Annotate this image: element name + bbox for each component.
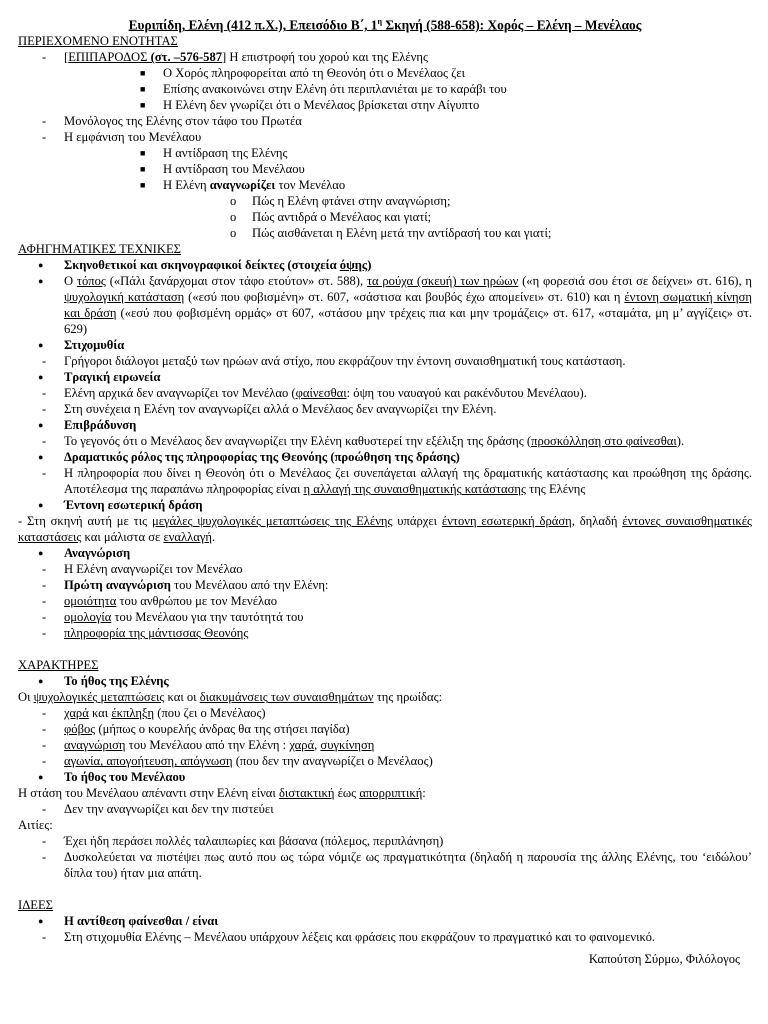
list-item: - χαρά και έκπληξη (που ζει ο Μενέλαος) xyxy=(18,705,752,721)
list-item: ● Το ήθος του Μενέλαου xyxy=(18,769,752,785)
list-item: - Η πληροφορία που δίνει η Θεονόη ότι ο Μενέλαος ζει συνεπάγεται αλλαγή της δραματικής κατάστασης και προώθηση της δράσης. Αποτέλεσμα της παραπάνω πληροφορίας είναι η αλλαγή της συναισθηματικής κατάστασης της Ελένης xyxy=(18,465,752,497)
list-item: ● Η αντίθεση φαίνεσθαι / είναι xyxy=(18,913,752,929)
list-item: - Πρώτη αναγνώριση του Μενέλαου από την Ελένη: xyxy=(18,577,752,593)
paragraph: Οι ψυχολογικές μεταπτώσεις και οι διακυμάνσεις των συναισθημάτων της ηρωίδας: xyxy=(18,690,443,705)
section-heading-content: ΠΕΡΙΕΧΟΜΕΝΟ ΕΝΟΤΗΤΑΣ xyxy=(18,34,178,49)
list-item: - ομολογία του Μενέλαου για την ταυτότητά του xyxy=(18,609,752,625)
paragraph: - Στη σκηνή αυτή με τις μεγάλες ψυχολογικές μεταπτώσεις της Ελένης υπάρχει έντονη εσωτερική δράση, δηλαδή έντονες συναισθηματικές καταστάσεις και μάλιστα σε εναλλαγή. xyxy=(18,514,752,545)
list-item: - Μονόλογος της Ελένης στον τάφο του Πρωτέα xyxy=(18,113,752,129)
list-item: ■ Επίσης ανακοινώνει στην Ελένη ότι περιπλανιέται με το καράβι του xyxy=(18,81,752,97)
list-item: - αγωνία, απογοήτευση, απόγνωση (που δεν την αναγνωρίζει ο Μενέλαος) xyxy=(18,753,752,769)
list-item: ● Το ήθος της Ελένης xyxy=(18,673,752,689)
section-heading-techniques: ΑΦΗΓΗΜΑΤΙΚΕΣ ΤΕΧΝΙΚΕΣ xyxy=(18,242,181,257)
paragraph: Αιτίες: xyxy=(18,818,53,833)
title-sup: η xyxy=(377,17,383,26)
title-text: Ευριπίδη, Ελένη (412 π.Χ.), Επεισόδιο Β΄, 1 xyxy=(128,17,378,33)
author-signature: Καπούτση Σύρμω, Φιλόλογος xyxy=(588,952,740,967)
list-item: - Δεν την αναγνωρίζει και δεν την πιστεύει xyxy=(18,801,752,817)
paragraph: Η στάση του Μενέλαου απέναντι στην Ελένη είναι διστακτική έως απορριπτική: xyxy=(18,786,426,801)
list-item: - Ελένη αρχικά δεν αναγνωρίζει τον Μενέλαο (φαίνεσθαι: όψη του ναυαγού και ρακένδυτου Μενέλαου). xyxy=(18,385,752,401)
list-item: - Γρήγοροι διάλογοι μεταξύ των ηρώων ανά στίχο, που εκφράζουν την έντονη συναισθηματική τους κατάσταση. xyxy=(18,353,752,369)
list-item: o Πώς η Ελένη φτάνει στην αναγνώριση; xyxy=(18,193,752,209)
epiparodos-label: ΕΠΙΠΑΡΟΔΟΣ (στ. –576-587 xyxy=(68,50,223,65)
list-item: - αναγνώριση του Μενέλαου από την Ελένη : χαρά, συγκίνηση xyxy=(18,737,752,753)
list-item: ■ Η αντίδραση του Μενέλαου xyxy=(18,161,752,177)
list-item: o Πώς αισθάνεται η Ελένη μετά την αντίδρασή του και γιατί; xyxy=(18,225,752,241)
list-item: ■ Η αντίδραση της Ελένης xyxy=(18,145,752,161)
list-item: ● Τραγική ειρωνεία xyxy=(18,369,752,385)
document-title xyxy=(18,14,752,33)
list-item: - Έχει ήδη περάσει πολλές ταλαιπωρίες και βάσανα (πόλεμος, περιπλάνηση) xyxy=(18,833,752,849)
list-item: - Στη συνέχεια η Ελένη τον αναγνωρίζει αλλά ο Μενέλαος δεν αναγνωρίζει την Ελένη. xyxy=(18,401,752,417)
section-heading-ideas: ΙΔΕΕΣ xyxy=(18,898,54,913)
list-item: ■ Η Ελένη αναγνωρίζει τον Μενέλαο xyxy=(18,177,752,193)
list-item: ■ Ο Χορός πληροφορείται από τη Θεονόη ότι ο Μενέλαος ζει xyxy=(18,65,752,81)
list-item: - [ΕΠΙΠΑΡΟΔΟΣ (στ. –576-587] Η επιστροφή του χορού και της Ελένης xyxy=(18,49,752,65)
list-item: - ομοιότητα του ανθρώπου με τον Μενέλαο xyxy=(18,593,752,609)
list-item: - Η εμφάνιση του Μενέλαου xyxy=(18,129,752,145)
list-item: ● Έντονη εσωτερική δράση xyxy=(18,497,752,513)
list-item: - Δυσκολεύεται να πιστέψει πως αυτό που ως τώρα νόμιζε ως πραγματικότητα (δηλαδή η παρουσία της άλλης Ελένης, του ‘ειδώλου’ δίπλα του) ήταν μια απάτη. xyxy=(18,849,752,881)
list-item: ● Επιβράδυνση xyxy=(18,417,752,433)
list-item: - φόβος (μήπως ο κουρελής άνδρας θα της στήσει παγίδα) xyxy=(18,721,752,737)
list-item: o Πώς αντιδρά ο Μενέλαος και γιατί; xyxy=(18,209,752,225)
list-item: - Η Ελένη αναγνωρίζει τον Μενέλαο xyxy=(18,561,752,577)
list-item: - πληροφορία της μάντισσας Θεονόης xyxy=(18,625,752,641)
list-item: ● Στιχομυθία xyxy=(18,337,752,353)
list-item: ● Αναγνώριση xyxy=(18,545,752,561)
list-item: - Στη στιχομυθία Ελένης – Μενέλαου υπάρχουν λέξεις και φράσεις που εκφράζουν το πραγματικό και το φαινομενικό. xyxy=(18,929,752,945)
document xyxy=(18,14,752,967)
list-item: ● Δραματικός ρόλος της πληροφορίας της Θεονόης (προώθηση της δράσης) xyxy=(18,449,752,465)
section-heading-characters: ΧΑΡΑΚΤΗΡΕΣ xyxy=(18,658,99,673)
list-item: - Το γεγονός ότι ο Μενέλαος δεν αναγνωρίζει την Ελένη καθυστερεί την εξέλιξη της δράσης (προσκόλληση στο φαίνεσθαι). xyxy=(18,433,752,449)
list-item: ● Ο τόπος («Πάλι ξανάρχομαι στον τάφο ετούτον» στ. 588), τα ρούχα (σκευή) των ηρώων («η φορεσιά σου έτσι σε δείχνει» στ. 616), η ψυχολογική κατάσταση («εσύ που φοβισμένη» στ. 607, «σάστισα και βουβός έχω απομείνει» στ. 610) και η έντονη σωματική κίνηση και δράση («εσύ που φοβισμένη ορμάς» στ 607, «στάσου μην τρέχεις πια και μην τρομάζεις» στ. 617, «σταμάτα, μη μ’ αγγίζεις» στ. 629) xyxy=(18,273,752,337)
title-rest: Σκηνή (588-658): Χορός – Ελένη – Μενέλαος xyxy=(382,17,642,33)
list-item: ■ Η Ελένη δεν γνωρίζει ότι ο Μενέλαος βρίσκεται στην Αίγυπτο xyxy=(18,97,752,113)
list-item: ● Σκηνοθετικοί και σκηνογραφικοί δείκτες (στοιχεία όψης) xyxy=(18,257,752,273)
